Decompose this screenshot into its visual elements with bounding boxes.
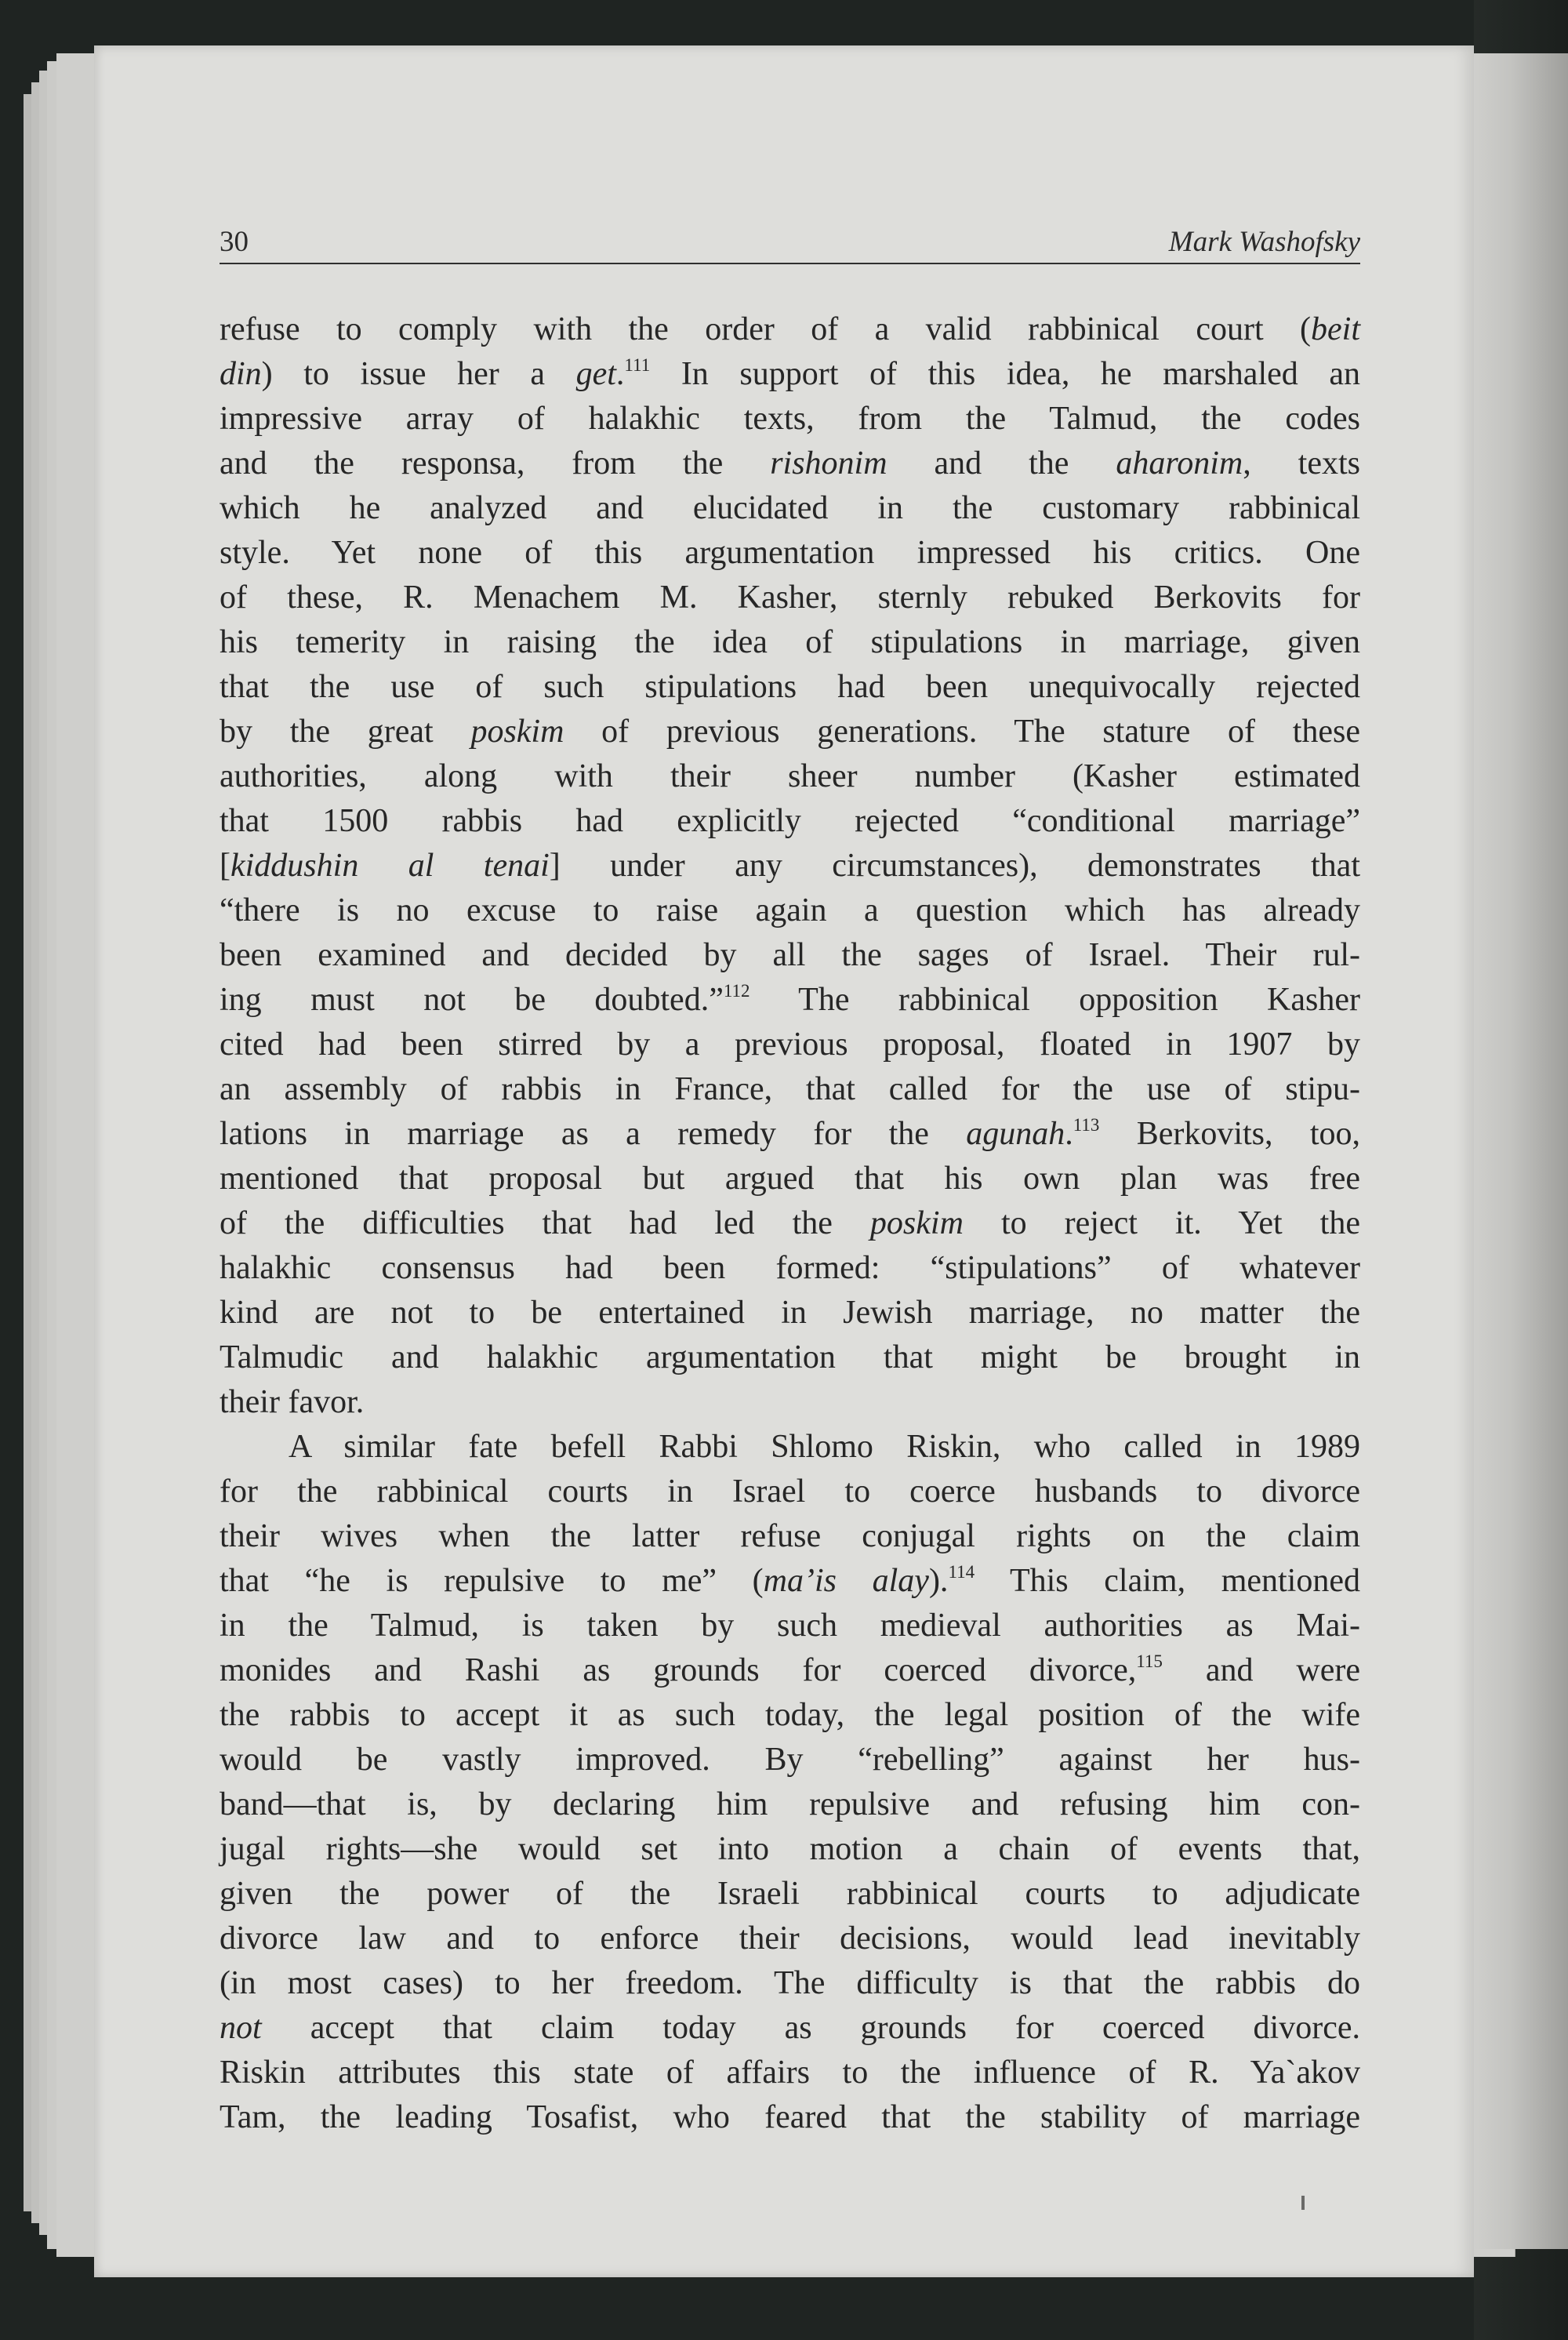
text-run: and were xyxy=(1162,1652,1360,1688)
text-run: that the use of such stipulations had been unequivocally rejected xyxy=(220,669,1360,705)
italic-term: rishonim xyxy=(770,445,887,481)
text-run: style. Yet none of this argumentation impressed his critics. One xyxy=(220,535,1360,571)
text-line xyxy=(220,2051,1360,2095)
text-run: The rabbinical opposition Kasher xyxy=(750,982,1360,1018)
footnote-ref: 112 xyxy=(723,981,750,1001)
text-line xyxy=(220,1738,1360,1782)
text-run: “there is no excuse to raise again a question which has already xyxy=(220,892,1360,928)
text-run: given the power of the Israeli rabbinical courts to adjudicate xyxy=(220,1876,1360,1912)
text-line xyxy=(220,1157,1360,1201)
text-line xyxy=(220,1648,1360,1693)
text-line xyxy=(220,1380,1360,1425)
page-header xyxy=(220,222,1360,264)
text-run: kind are not to be entertained in Jewish marriage, no matter the xyxy=(220,1295,1360,1331)
text-line xyxy=(220,933,1360,978)
text-run: their wives when the latter refuse conjugal rights on the claim xyxy=(220,1518,1360,1554)
footnote-ref: 111 xyxy=(624,355,651,375)
text-line xyxy=(220,352,1360,397)
text-line xyxy=(220,1693,1360,1738)
text-run: In support of this idea, he marshaled an xyxy=(650,356,1361,392)
italic-term: poskim xyxy=(869,1205,964,1241)
text-run: ) to issue her a xyxy=(261,356,576,392)
text-run: ing must not be doubted.” xyxy=(220,982,724,1018)
text-line xyxy=(220,665,1360,710)
text-run: of the difficulties that had led the xyxy=(220,1205,870,1241)
text-run: , texts xyxy=(1243,445,1361,481)
text-line xyxy=(220,754,1360,799)
text-run: authorities, along with their sheer number (Kasher estimated xyxy=(220,758,1360,794)
italic-term: din xyxy=(220,356,262,392)
text-run: impressive array of halakhic texts, from the Talmud, the codes xyxy=(220,401,1360,437)
body-text xyxy=(220,307,1360,2140)
text-run: which he analyzed and elucidated in the customary rabbinical xyxy=(220,490,1360,526)
text-run: by the great xyxy=(220,714,471,750)
text-run: and the responsa, from the xyxy=(220,445,771,481)
text-line xyxy=(220,1067,1360,1112)
text-run: halakhic consensus had been formed: “stipulations” of whatever xyxy=(220,1250,1360,1286)
text-run: ). xyxy=(928,1563,949,1599)
text-run: the rabbis to accept it as such today, the legal position of the wife xyxy=(220,1697,1360,1733)
text-run: and the xyxy=(887,445,1116,481)
text-run: lations in marriage as a remedy for the xyxy=(220,1116,967,1152)
page-mark xyxy=(1301,2196,1305,2210)
text-line xyxy=(220,1782,1360,1827)
text-run: This claim, mentioned xyxy=(975,1563,1360,1599)
text-line xyxy=(220,1559,1360,1604)
text-run: (in most cases) to her freedom. The difficulty is that the rabbis do xyxy=(220,1965,1360,2001)
text-line xyxy=(220,1023,1360,1067)
text-line xyxy=(220,397,1360,441)
text-line xyxy=(220,710,1360,754)
text-line xyxy=(220,1604,1360,1648)
text-run: that 1500 rabbis had explicitly rejected “conditional marriage” xyxy=(220,803,1360,839)
text-run: jugal rights—she would set into motion a chain of events that, xyxy=(220,1831,1360,1867)
text-run: Riskin attributes this state of affairs to the influence of R. Ya`akov xyxy=(220,2055,1360,2091)
italic-term: beit xyxy=(1311,311,1360,347)
text-line xyxy=(220,1470,1360,1514)
text-run: their favor. xyxy=(220,1384,365,1420)
italic-term: not xyxy=(220,2010,262,2046)
text-run: would be vastly improved. By “rebelling” against her hus- xyxy=(220,1742,1360,1778)
italic-term: ma’is alay xyxy=(763,1563,929,1599)
text-line xyxy=(220,1917,1360,1961)
text-line xyxy=(220,1961,1360,2006)
text-line xyxy=(220,1201,1360,1246)
text-line xyxy=(220,307,1360,352)
text-run: his temerity in raising the idea of stipulations in marriage, given xyxy=(220,624,1360,660)
text-line xyxy=(220,1112,1360,1157)
facing-page-edge xyxy=(1474,53,1568,2249)
text-run: of previous generations. The stature of these xyxy=(564,714,1361,750)
text-run: Talmudic and halakhic argumentation that might be brought in xyxy=(220,1339,1360,1375)
text-run: ] under any circumstances), demonstrates that xyxy=(549,848,1360,884)
footnote-ref: 115 xyxy=(1136,1651,1163,1671)
italic-term: agunah xyxy=(966,1116,1065,1152)
text-run: an assembly of rabbis in France, that called for the use of stipu- xyxy=(220,1071,1360,1107)
text-run: refuse to comply with the order of a valid rabbinical court ( xyxy=(220,311,1312,347)
text-run: divorce law and to enforce their decisions, would lead inevitably xyxy=(220,1920,1360,1957)
text-line xyxy=(220,888,1360,933)
text-run: accept that claim today as grounds for coerced divorce. xyxy=(261,2010,1360,2046)
page-number: 30 xyxy=(220,226,249,258)
text-line xyxy=(220,1425,1360,1470)
text-run: to reject it. Yet the xyxy=(963,1205,1360,1241)
running-head: Mark Washofsky xyxy=(1168,226,1360,258)
text-run: mentioned that proposal but argued that his own plan was free xyxy=(220,1161,1360,1197)
text-line xyxy=(220,441,1360,486)
text-line xyxy=(220,978,1360,1023)
text-run: A similar fate befell Rabbi Shlomo Riskin, who called in 1989 xyxy=(289,1429,1360,1465)
text-line xyxy=(220,2095,1360,2140)
text-run: band—that is, by declaring him repulsive and refusing him con- xyxy=(220,1786,1360,1822)
text-run: been examined and decided by all the sages of Israel. Their rul- xyxy=(220,937,1360,973)
text-line xyxy=(220,2006,1360,2051)
text-line xyxy=(220,1291,1360,1335)
text-run: cited had been stirred by a previous proposal, floated in 1907 by xyxy=(220,1026,1360,1063)
text-run: monides and Rashi as grounds for coerced divorce, xyxy=(220,1652,1137,1688)
text-line xyxy=(220,620,1360,665)
text-run: in the Talmud, is taken by such medieval authorities as Mai- xyxy=(220,1608,1360,1644)
text-run: for the rabbinical courts in Israel to coerce husbands to divorce xyxy=(220,1473,1360,1510)
text-line xyxy=(220,844,1360,888)
text-line xyxy=(220,576,1360,620)
text-line xyxy=(220,531,1360,576)
italic-term: kiddushin al tenai xyxy=(230,848,550,884)
text-run: . xyxy=(1065,1116,1073,1152)
italic-term: aharonim xyxy=(1116,445,1243,481)
text-run: of these, R. Menachem M. Kasher, sternly rebuked Berkovits for xyxy=(220,580,1360,616)
text-line xyxy=(220,486,1360,531)
text-line xyxy=(220,1827,1360,1872)
footnote-ref: 114 xyxy=(948,1562,975,1582)
text-run: that “he is repulsive to me” ( xyxy=(220,1563,764,1599)
italic-term: get xyxy=(575,356,616,392)
text-line xyxy=(220,1246,1360,1291)
footnote-ref: 113 xyxy=(1073,1115,1100,1135)
text-line xyxy=(220,1872,1360,1917)
text-line xyxy=(220,1514,1360,1559)
text-line xyxy=(220,1335,1360,1380)
text-run: Tam, the leading Tosafist, who feared that the stability of marriage xyxy=(220,2099,1360,2135)
text-run: . xyxy=(615,356,625,392)
text-run: [ xyxy=(220,848,230,884)
italic-term: poskim xyxy=(470,714,564,750)
text-line xyxy=(220,799,1360,844)
text-run: Berkovits, too, xyxy=(1099,1116,1361,1152)
